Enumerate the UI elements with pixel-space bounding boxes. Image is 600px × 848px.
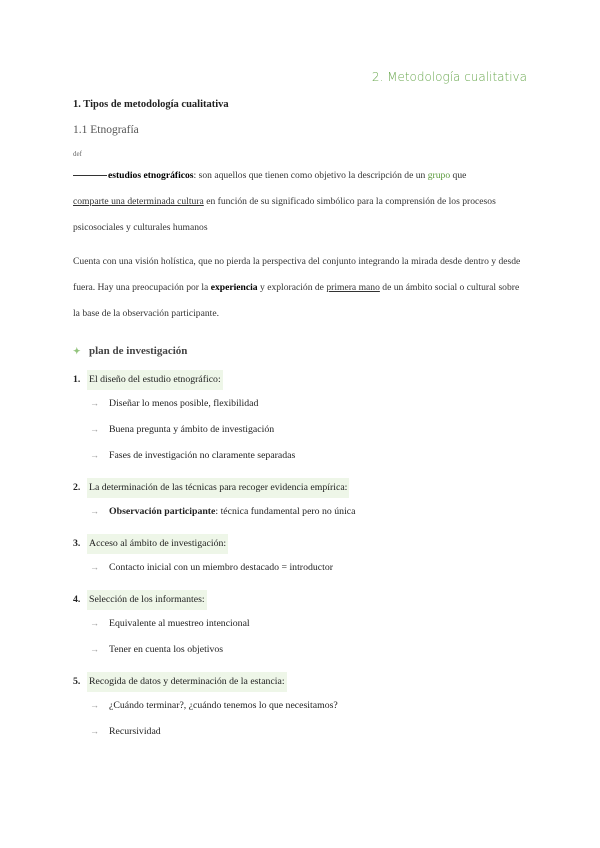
- section-heading: 1. Tipos de metodología cualitativa: [73, 99, 229, 110]
- list-item-text: [109, 643, 223, 656]
- definition-term: estudios etnográficos: [108, 170, 194, 181]
- arrow-right-icon: →: [90, 423, 99, 434]
- list-item-label: Equivalente al muestreo intencional: [109, 617, 250, 629]
- list-item-label: Diseñar lo menos posible, flexibilidad: [109, 397, 259, 409]
- description-text-2: y exploración de: [257, 282, 327, 293]
- arrow-right-icon: →: [90, 561, 99, 572]
- steps-list: [73, 370, 528, 744]
- list-item-text: [109, 617, 250, 630]
- star-icon: ✦: [73, 346, 81, 356]
- step-title-text: Selección de los informantes:: [87, 590, 207, 610]
- step-title-text: La determinación de las técnicas para recoger evidencia empírica:: [87, 478, 349, 498]
- list-item: [90, 610, 528, 636]
- step-number: 3.: [73, 538, 81, 549]
- arrow-right-icon: →: [90, 397, 99, 408]
- list-item-text: [109, 449, 295, 462]
- keyword-comparte-cultura: comparte una determinada cultura: [73, 196, 204, 207]
- definition-text-3: en función de su significado simbólico para la comprensión de los procesos psicosociales y culturales humanos: [73, 196, 496, 233]
- step-number: 4.: [73, 594, 81, 605]
- description-text-3: de un ámbito social o cultural sobre la base de la observación participante.: [73, 282, 520, 319]
- description-paragraph: [73, 249, 528, 327]
- plan-label: plan de investigación: [89, 345, 188, 357]
- step-title-text: Acceso al ámbito de investigación:: [87, 534, 228, 554]
- definition-text-1: : son aquellos que tienen como objetivo la descripción de un: [193, 170, 428, 181]
- step-number: 1.: [73, 374, 81, 385]
- list-item-label: Recursividad: [109, 725, 161, 737]
- list-item-label: : técnica fundamental pero no única: [215, 505, 356, 517]
- definition-text-2: que: [450, 170, 467, 181]
- list-item-text: [109, 725, 161, 738]
- list-item-text: [109, 397, 258, 410]
- list-item-bold: Observación participante: [109, 505, 216, 517]
- list-item: [90, 390, 528, 416]
- list-item: [90, 692, 528, 718]
- list-item-text: [109, 561, 333, 574]
- step-title: [73, 534, 528, 554]
- arrow-right-icon: →: [90, 699, 99, 710]
- step-number: 2.: [73, 482, 81, 493]
- keyword-experiencia: experiencia: [210, 282, 258, 293]
- list-item-label: Tener en cuenta los objetivos: [109, 643, 224, 655]
- arrow-right-icon: →: [90, 725, 99, 736]
- definition-line: [73, 175, 107, 176]
- step-title-text: Recogida de datos y determinación de la estancia:: [87, 672, 287, 692]
- list-item-label: Buena pregunta y ámbito de investigación: [109, 423, 275, 435]
- step-title: [73, 590, 528, 610]
- list-item: [90, 416, 528, 442]
- step-block: [73, 590, 528, 662]
- arrow-right-icon: →: [90, 617, 99, 628]
- step-block: [73, 478, 528, 524]
- list-item: [90, 442, 528, 468]
- step-title: [73, 370, 528, 390]
- step-block: [73, 534, 528, 580]
- keyword-grupo: grupo: [427, 170, 451, 181]
- arrow-right-icon: →: [90, 643, 99, 654]
- list-item-text: [109, 505, 356, 518]
- step-title-text: El diseño del estudio etnográfico:: [87, 370, 223, 390]
- definition-paragraph: [73, 163, 528, 241]
- page-header-title: 2. Metodología cualitativa: [371, 70, 527, 84]
- list-item-label: ¿Cuándo terminar?, ¿cuándo tenemos lo que necesitamos?: [109, 699, 338, 711]
- description-text-1: Cuenta con una visión holística, que no pierda la perspectiva del conjunto integrando la mirada desde dentro y desde fuera. Hay una preocupación por la: [73, 256, 521, 293]
- subsection-heading: 1.1 Etnografía: [73, 124, 139, 136]
- keyword-primera-mano: primera mano: [326, 282, 380, 293]
- step-title: [73, 672, 528, 692]
- step-title: [73, 478, 528, 498]
- list-item: [90, 718, 528, 744]
- list-item: [90, 636, 528, 662]
- list-item-text: [109, 423, 274, 436]
- list-item-label: Contacto inicial con un miembro destacado = introductor: [109, 561, 333, 573]
- step-block: [73, 370, 528, 468]
- arrow-right-icon: →: [90, 505, 99, 516]
- list-item-text: [109, 699, 338, 712]
- step-block: [73, 672, 528, 744]
- arrow-right-icon: →: [90, 449, 99, 460]
- definition-tag: def: [73, 150, 82, 158]
- document-content: [73, 98, 528, 744]
- list-item: [90, 554, 528, 580]
- plan-heading: [73, 345, 528, 358]
- list-item: [90, 498, 528, 524]
- list-item-label: Fases de investigación no claramente separadas: [109, 449, 296, 461]
- step-number: 5.: [73, 676, 81, 687]
